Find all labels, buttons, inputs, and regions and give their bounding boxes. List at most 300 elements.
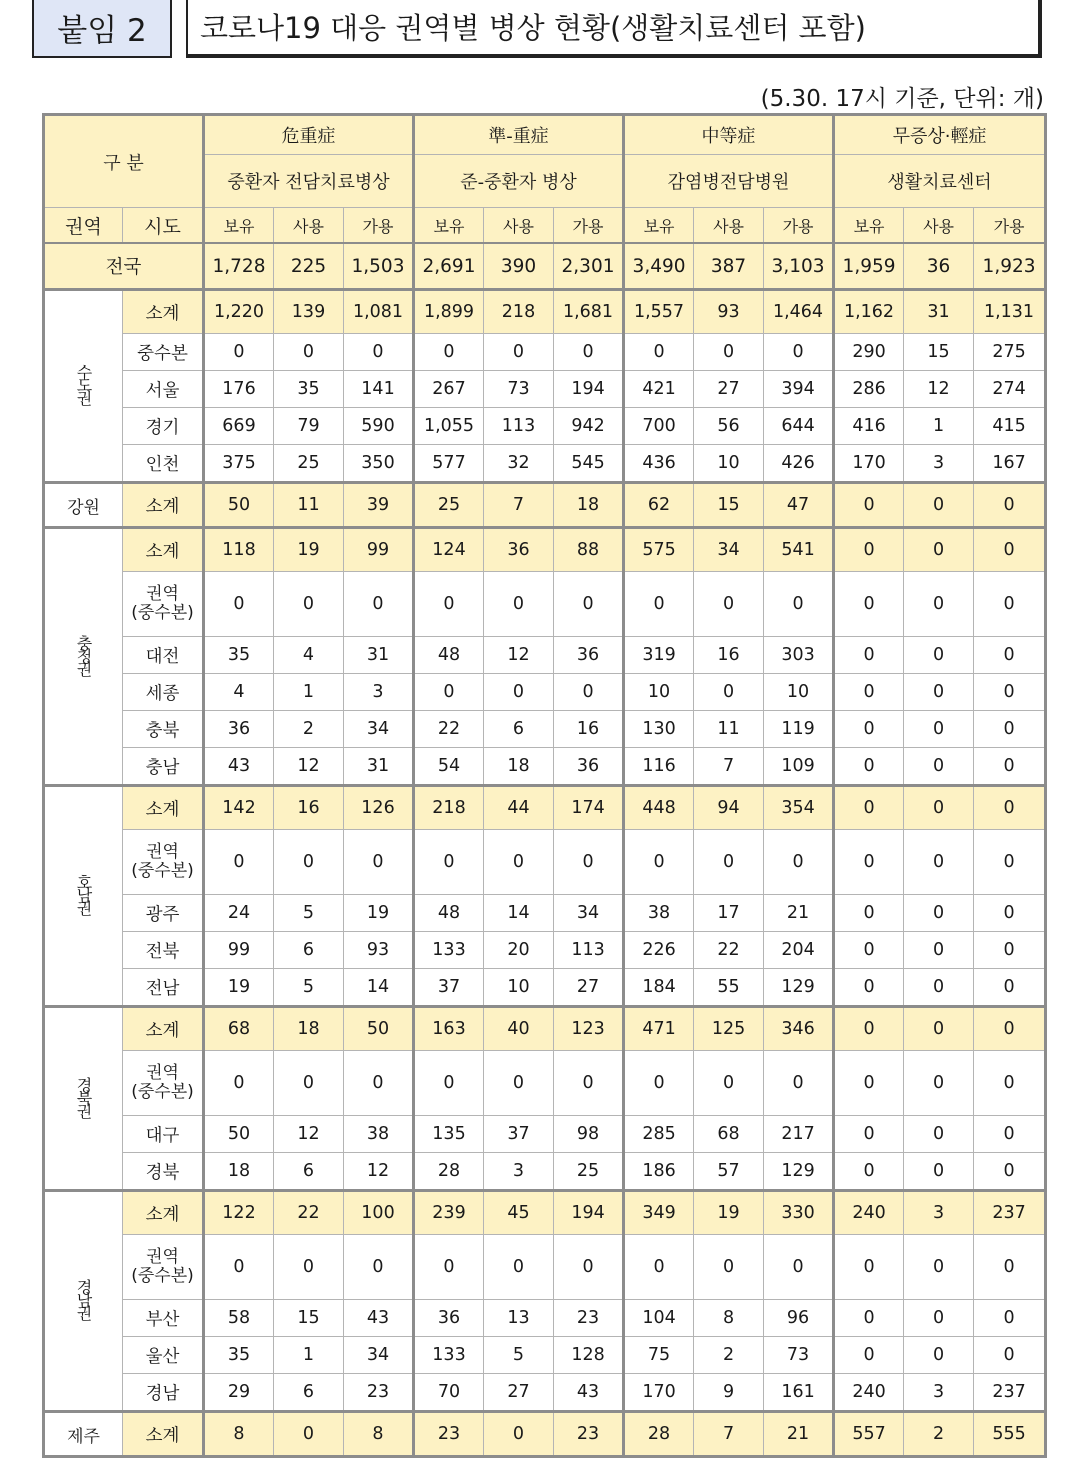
value-cell: 0	[414, 572, 484, 637]
value-cell: 9	[694, 1374, 764, 1412]
value-cell: 18	[554, 483, 624, 528]
value-cell: 10	[624, 674, 694, 711]
region-column-header: 권역	[44, 208, 123, 244]
value-cell: 58	[204, 1300, 274, 1337]
value-cell: 31	[344, 637, 414, 674]
value-cell: 50	[344, 1007, 414, 1051]
value-cell: 35	[204, 1337, 274, 1374]
value-cell: 35	[204, 637, 274, 674]
value-cell: 349	[624, 1191, 694, 1235]
region-name: 경남권	[74, 1279, 93, 1318]
value-cell: 50	[204, 483, 274, 528]
reference-note: (5.30. 17시 기준, 단위: 개)	[760, 86, 1044, 112]
value-cell: 98	[554, 1116, 624, 1153]
value-cell: 303	[764, 637, 834, 674]
sub-header-cell: 보유	[624, 208, 694, 244]
value-cell: 0	[974, 1300, 1046, 1337]
value-cell: 0	[974, 932, 1046, 969]
value-cell: 129	[764, 969, 834, 1007]
severity-header: 中等症	[624, 115, 834, 155]
value-cell: 6	[274, 1153, 344, 1191]
value-cell: 0	[414, 1235, 484, 1300]
value-cell: 0	[904, 1153, 974, 1191]
value-cell: 100	[344, 1191, 414, 1235]
value-cell: 0	[414, 1051, 484, 1116]
value-cell: 0	[764, 830, 834, 895]
sido-label-line1: 권역	[146, 1247, 179, 1267]
value-cell: 0	[274, 572, 344, 637]
value-cell: 285	[624, 1116, 694, 1153]
value-cell: 0	[974, 674, 1046, 711]
sido-label: 소계	[123, 290, 204, 334]
value-cell: 0	[554, 1235, 624, 1300]
value-cell: 0	[834, 572, 904, 637]
value-cell: 14	[344, 969, 414, 1007]
value-cell: 394	[764, 371, 834, 408]
value-cell: 12	[484, 637, 554, 674]
value-cell: 0	[204, 830, 274, 895]
value-cell: 0	[974, 1007, 1046, 1051]
severity-header: 準-重症	[414, 115, 624, 155]
value-cell: 575	[624, 528, 694, 572]
value-cell: 139	[274, 290, 344, 334]
value-cell: 0	[974, 483, 1046, 528]
value-cell: 20	[484, 932, 554, 969]
value-cell: 0	[484, 1235, 554, 1300]
value-cell: 99	[344, 528, 414, 572]
value-cell: 0	[554, 1051, 624, 1116]
value-cell: 50	[204, 1116, 274, 1153]
value-cell: 73	[484, 371, 554, 408]
value-cell: 18	[274, 1007, 344, 1051]
value-cell: 38	[344, 1116, 414, 1153]
value-cell: 0	[904, 1300, 974, 1337]
value-cell: 0	[694, 674, 764, 711]
value-cell: 218	[484, 290, 554, 334]
value-cell: 118	[204, 528, 274, 572]
value-cell: 16	[274, 786, 344, 830]
sido-label: 소계	[123, 1412, 204, 1457]
value-cell: 0	[974, 711, 1046, 748]
sido-label-line1: 권역	[146, 584, 179, 604]
value-cell: 43	[344, 1300, 414, 1337]
value-cell: 122	[204, 1191, 274, 1235]
value-cell: 19	[274, 528, 344, 572]
value-cell: 0	[274, 1412, 344, 1457]
value-cell: 0	[764, 1051, 834, 1116]
sido-label: 대전	[123, 637, 204, 674]
value-cell: 217	[764, 1116, 834, 1153]
value-cell: 29	[204, 1374, 274, 1412]
value-cell: 0	[904, 786, 974, 830]
sido-label-line2: (중수본)	[131, 861, 194, 881]
sido-label: 인천	[123, 445, 204, 483]
value-cell: 0	[834, 1007, 904, 1051]
value-cell: 141	[344, 371, 414, 408]
sido-label: 소계	[123, 786, 204, 830]
value-cell: 0	[274, 1051, 344, 1116]
value-cell: 0	[414, 830, 484, 895]
value-cell: 19	[344, 895, 414, 932]
value-cell: 0	[904, 969, 974, 1007]
region-name: 강원	[67, 497, 100, 518]
severity-header: 危重症	[204, 115, 414, 155]
value-cell: 55	[694, 969, 764, 1007]
value-cell: 79	[274, 408, 344, 445]
value-cell: 11	[694, 711, 764, 748]
subtotal-row	[44, 528, 1046, 572]
value-cell: 0	[764, 334, 834, 371]
value-cell: 436	[624, 445, 694, 483]
sub-header-cell: 사용	[694, 208, 764, 244]
value-cell: 56	[694, 408, 764, 445]
value-cell: 0	[554, 674, 624, 711]
value-cell: 237	[974, 1374, 1046, 1412]
value-cell: 204	[764, 932, 834, 969]
value-cell: 0	[484, 334, 554, 371]
sido-label: 충남	[123, 748, 204, 786]
value-cell: 19	[694, 1191, 764, 1235]
sub-header-cell: 사용	[484, 208, 554, 244]
sub-header-cell: 가용	[554, 208, 624, 244]
value-cell: 170	[834, 445, 904, 483]
sido-label: 소계	[123, 483, 204, 528]
value-cell: 0	[834, 1337, 904, 1374]
value-cell: 0	[974, 895, 1046, 932]
value-cell: 0	[904, 674, 974, 711]
value-cell: 0	[344, 334, 414, 371]
value-cell: 0	[414, 674, 484, 711]
value-cell: 37	[484, 1116, 554, 1153]
value-cell: 590	[344, 408, 414, 445]
value-cell: 644	[764, 408, 834, 445]
value-cell: 226	[624, 932, 694, 969]
value-cell: 22	[694, 932, 764, 969]
value-cell: 184	[624, 969, 694, 1007]
value-cell: 15	[694, 483, 764, 528]
table-row	[44, 1300, 1046, 1337]
sido-label: 광주	[123, 895, 204, 932]
value-cell: 109	[764, 748, 834, 786]
value-cell: 128	[554, 1337, 624, 1374]
value-cell: 93	[694, 290, 764, 334]
value-cell: 16	[554, 711, 624, 748]
value-cell: 0	[834, 637, 904, 674]
region-label	[44, 786, 123, 1007]
value-cell: 942	[554, 408, 624, 445]
value-cell: 0	[834, 1116, 904, 1153]
value-cell: 240	[834, 1374, 904, 1412]
value-cell: 0	[834, 1300, 904, 1337]
table-row	[44, 637, 1046, 674]
sido-label	[123, 1051, 204, 1116]
value-cell: 93	[344, 932, 414, 969]
value-cell: 113	[554, 932, 624, 969]
value-cell: 23	[414, 1412, 484, 1457]
facility-header: 준-중환자 병상	[414, 155, 624, 208]
value-cell: 34	[344, 711, 414, 748]
gubun-header: 구 분	[44, 115, 204, 208]
table-row	[44, 748, 1046, 786]
value-cell: 25	[274, 445, 344, 483]
value-cell: 130	[624, 711, 694, 748]
value-cell: 174	[554, 786, 624, 830]
value-cell: 23	[554, 1300, 624, 1337]
value-cell: 1,055	[414, 408, 484, 445]
value-cell: 40	[484, 1007, 554, 1051]
value-cell: 8	[204, 1412, 274, 1457]
value-cell: 43	[204, 748, 274, 786]
value-cell: 186	[624, 1153, 694, 1191]
value-cell: 167	[974, 445, 1046, 483]
subtotal-row	[44, 290, 1046, 334]
value-cell: 0	[414, 334, 484, 371]
sido-label-line2: (중수본)	[131, 1082, 194, 1102]
value-cell: 3	[484, 1153, 554, 1191]
value-cell: 1,681	[554, 290, 624, 334]
value-cell: 1,557	[624, 290, 694, 334]
region-name: 제주	[67, 1426, 100, 1447]
value-cell: 129	[764, 1153, 834, 1191]
value-cell: 471	[624, 1007, 694, 1051]
table-row	[44, 408, 1046, 445]
value-cell: 0	[274, 1235, 344, 1300]
sido-label: 서울	[123, 371, 204, 408]
sido-label-line1: 권역	[146, 842, 179, 862]
table-row	[44, 932, 1046, 969]
value-cell: 6	[274, 1374, 344, 1412]
value-cell: 12	[274, 748, 344, 786]
value-cell: 28	[414, 1153, 484, 1191]
value-cell: 4	[204, 674, 274, 711]
value-cell: 0	[904, 483, 974, 528]
value-cell: 0	[554, 830, 624, 895]
value-cell: 557	[834, 1412, 904, 1457]
value-cell: 0	[484, 674, 554, 711]
value-cell: 10	[484, 969, 554, 1007]
sido-label: 전남	[123, 969, 204, 1007]
value-cell: 176	[204, 371, 274, 408]
value-cell: 161	[764, 1374, 834, 1412]
value-cell: 1	[274, 1337, 344, 1374]
value-cell: 0	[764, 572, 834, 637]
value-cell: 0	[974, 830, 1046, 895]
sido-label: 부산	[123, 1300, 204, 1337]
sido-label: 대구	[123, 1116, 204, 1153]
value-cell: 119	[764, 711, 834, 748]
sido-label: 울산	[123, 1337, 204, 1374]
value-cell: 48	[414, 637, 484, 674]
value-cell: 387	[694, 243, 764, 290]
value-cell: 94	[694, 786, 764, 830]
value-cell: 34	[344, 1337, 414, 1374]
value-cell: 541	[764, 528, 834, 572]
value-cell: 0	[694, 1235, 764, 1300]
value-cell: 38	[624, 895, 694, 932]
sido-label: 중수본	[123, 334, 204, 371]
value-cell: 7	[694, 1412, 764, 1457]
region-label	[44, 528, 123, 786]
value-cell: 0	[204, 334, 274, 371]
facility-header: 중환자 전담치료병상	[204, 155, 414, 208]
value-cell: 8	[694, 1300, 764, 1337]
value-cell: 3	[904, 445, 974, 483]
value-cell: 0	[904, 1235, 974, 1300]
value-cell: 1	[274, 674, 344, 711]
value-cell: 27	[694, 371, 764, 408]
value-cell: 3	[344, 674, 414, 711]
value-cell: 194	[554, 1191, 624, 1235]
bed-status-table	[42, 113, 1047, 1458]
value-cell: 415	[974, 408, 1046, 445]
value-cell: 36	[904, 243, 974, 290]
value-cell: 0	[834, 895, 904, 932]
value-cell: 15	[274, 1300, 344, 1337]
value-cell: 73	[764, 1337, 834, 1374]
value-cell: 0	[904, 895, 974, 932]
value-cell: 240	[834, 1191, 904, 1235]
value-cell: 194	[554, 371, 624, 408]
subtotal-row	[44, 483, 1046, 528]
value-cell: 350	[344, 445, 414, 483]
value-cell: 36	[204, 711, 274, 748]
value-cell: 0	[974, 969, 1046, 1007]
value-cell: 1,081	[344, 290, 414, 334]
value-cell: 0	[484, 1412, 554, 1457]
table-row	[44, 895, 1046, 932]
value-cell: 0	[974, 1051, 1046, 1116]
sub-header-cell: 가용	[974, 208, 1046, 244]
value-cell: 1,959	[834, 243, 904, 290]
value-cell: 124	[414, 528, 484, 572]
sido-column-header: 시도	[123, 208, 204, 244]
value-cell: 274	[974, 371, 1046, 408]
region-name: 경북권	[74, 1076, 93, 1116]
value-cell: 0	[904, 528, 974, 572]
value-cell: 126	[344, 786, 414, 830]
value-cell: 0	[834, 969, 904, 1007]
value-cell: 0	[834, 674, 904, 711]
value-cell: 75	[624, 1337, 694, 1374]
region-label	[44, 483, 123, 528]
value-cell: 1	[904, 408, 974, 445]
page-title: 코로나19 대응 권역별 병상 현황(생활치료센터 포함)	[186, 0, 1042, 58]
value-cell: 1,464	[764, 290, 834, 334]
value-cell: 4	[274, 637, 344, 674]
value-cell: 0	[204, 1235, 274, 1300]
value-cell: 8	[344, 1412, 414, 1457]
value-cell: 237	[974, 1191, 1046, 1235]
sido-label: 전북	[123, 932, 204, 969]
region-name: 수도권	[74, 364, 93, 403]
value-cell: 13	[484, 1300, 554, 1337]
subtotal-row	[44, 786, 1046, 830]
value-cell: 0	[904, 1051, 974, 1116]
value-cell: 0	[624, 1235, 694, 1300]
value-cell: 27	[554, 969, 624, 1007]
table-row	[44, 1153, 1046, 1191]
value-cell: 23	[554, 1412, 624, 1457]
value-cell: 0	[694, 1051, 764, 1116]
value-cell: 2	[904, 1412, 974, 1457]
value-cell: 0	[904, 572, 974, 637]
table-row	[44, 572, 1046, 637]
table-row	[44, 371, 1046, 408]
value-cell: 577	[414, 445, 484, 483]
value-cell: 0	[484, 830, 554, 895]
value-cell: 6	[274, 932, 344, 969]
value-cell: 39	[344, 483, 414, 528]
value-cell: 5	[274, 895, 344, 932]
value-cell: 0	[834, 830, 904, 895]
subtotal-row	[44, 1191, 1046, 1235]
sub-header-cell: 보유	[204, 208, 274, 244]
value-cell: 416	[834, 408, 904, 445]
subtotal-row	[44, 1412, 1046, 1457]
value-cell: 28	[624, 1412, 694, 1457]
value-cell: 0	[764, 1235, 834, 1300]
table-row	[44, 1051, 1046, 1116]
value-cell: 0	[904, 932, 974, 969]
sub-header-cell: 보유	[414, 208, 484, 244]
value-cell: 18	[204, 1153, 274, 1191]
sido-label: 세종	[123, 674, 204, 711]
value-cell: 0	[694, 334, 764, 371]
table-row	[44, 1116, 1046, 1153]
value-cell: 0	[904, 830, 974, 895]
value-cell: 36	[414, 1300, 484, 1337]
value-cell: 2,691	[414, 243, 484, 290]
sido-label-line2: (중수본)	[131, 1266, 194, 1286]
value-cell: 18	[484, 748, 554, 786]
value-cell: 27	[484, 1374, 554, 1412]
value-cell: 6	[484, 711, 554, 748]
region-name: 호남권	[74, 874, 93, 913]
value-cell: 0	[204, 1051, 274, 1116]
value-cell: 1,220	[204, 290, 274, 334]
sub-header-cell: 가용	[764, 208, 834, 244]
value-cell: 0	[834, 1153, 904, 1191]
value-cell: 125	[694, 1007, 764, 1051]
value-cell: 0	[834, 748, 904, 786]
value-cell: 0	[974, 528, 1046, 572]
value-cell: 25	[554, 1153, 624, 1191]
value-cell: 319	[624, 637, 694, 674]
value-cell: 1,728	[204, 243, 274, 290]
value-cell: 3	[904, 1191, 974, 1235]
value-cell: 426	[764, 445, 834, 483]
sub-header-cell: 보유	[834, 208, 904, 244]
value-cell: 88	[554, 528, 624, 572]
value-cell: 218	[414, 786, 484, 830]
value-cell: 0	[974, 786, 1046, 830]
value-cell: 21	[764, 1412, 834, 1457]
value-cell: 0	[694, 572, 764, 637]
sub-header-cell: 사용	[274, 208, 344, 244]
value-cell: 70	[414, 1374, 484, 1412]
value-cell: 5	[484, 1337, 554, 1374]
value-cell: 2	[274, 711, 344, 748]
attachment-tag: 붙임 2	[32, 0, 172, 58]
value-cell: 0	[834, 786, 904, 830]
value-cell: 3,103	[764, 243, 834, 290]
table-row	[44, 1374, 1046, 1412]
value-cell: 0	[554, 572, 624, 637]
subtotal-row	[44, 1007, 1046, 1051]
table-row	[44, 711, 1046, 748]
value-cell: 0	[624, 830, 694, 895]
value-cell: 0	[904, 1007, 974, 1051]
